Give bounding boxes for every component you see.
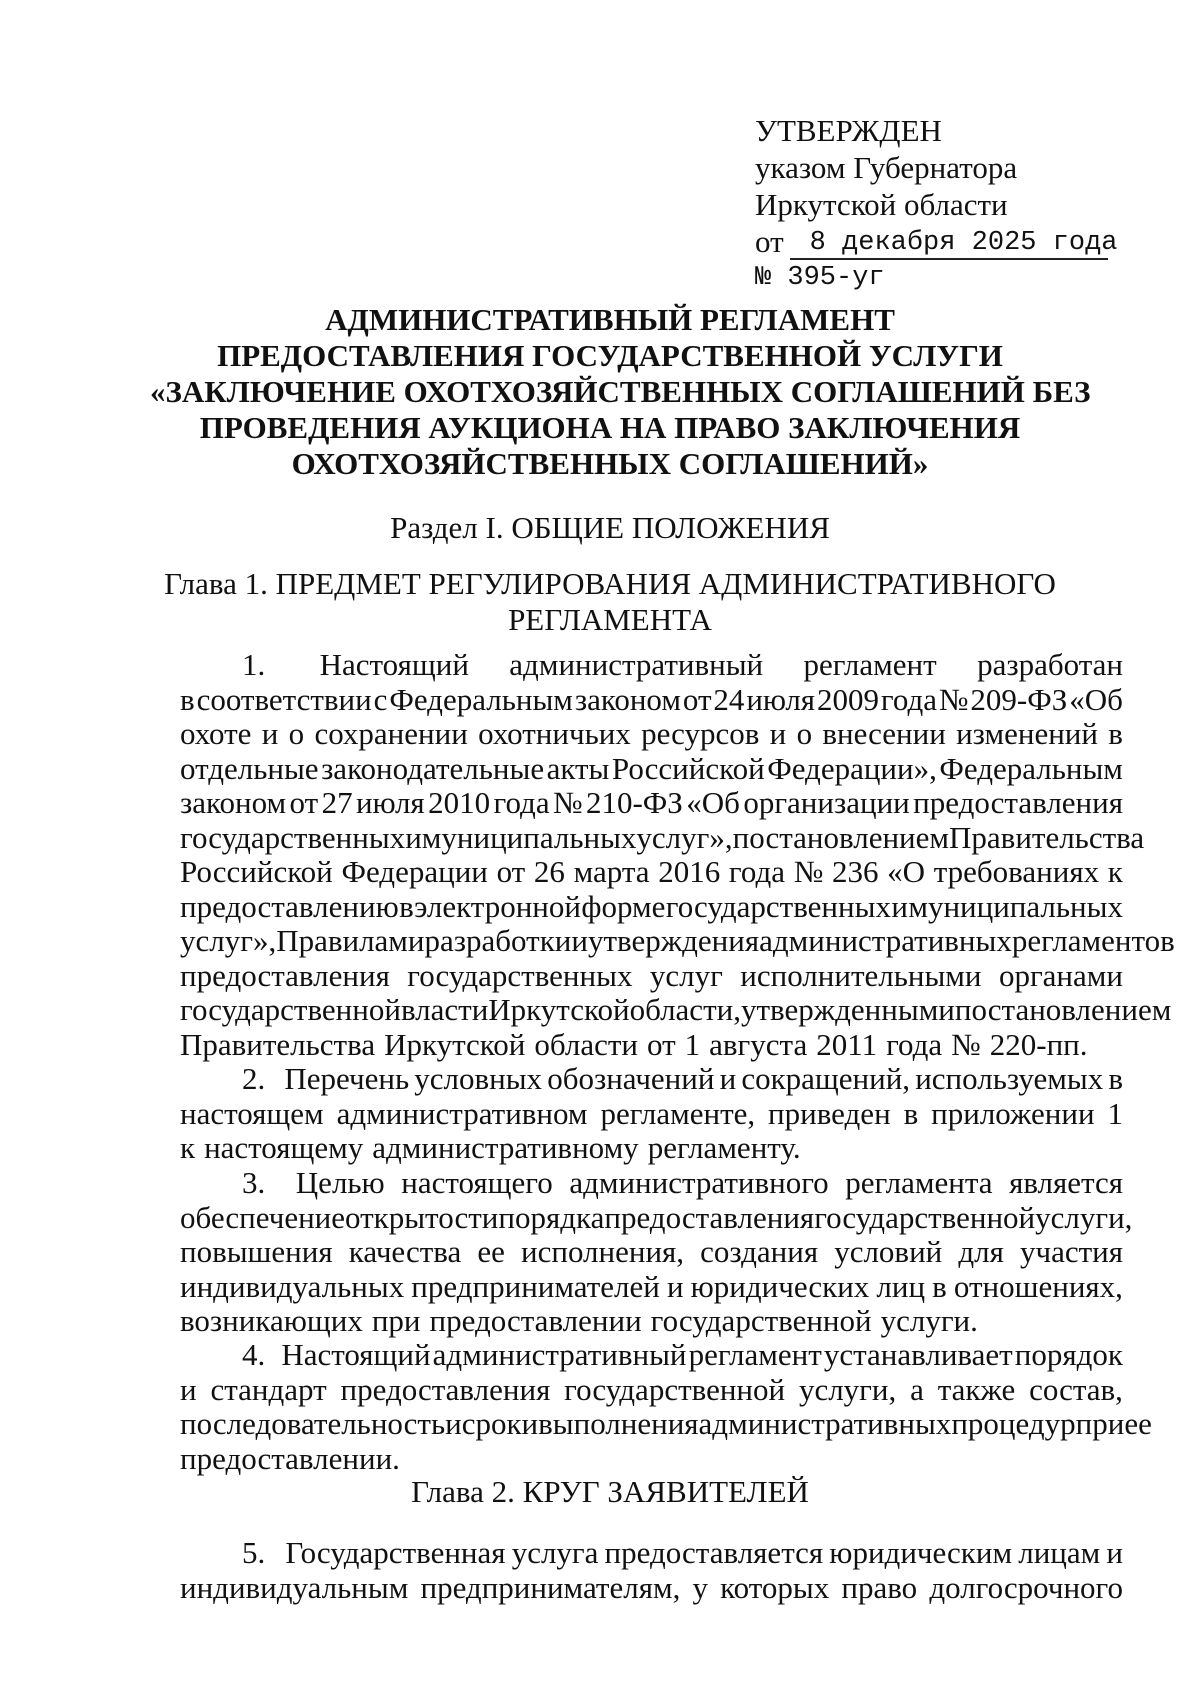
word: Иркутской bbox=[384, 1026, 526, 1062]
word: в bbox=[1108, 716, 1123, 751]
word: право bbox=[841, 1569, 918, 1605]
word: Настоящий bbox=[319, 647, 469, 682]
word: «О bbox=[887, 854, 926, 889]
word: к bbox=[180, 1130, 196, 1165]
word: и bbox=[769, 716, 787, 751]
word: разработки bbox=[424, 923, 572, 958]
word: которых bbox=[720, 1569, 830, 1605]
word: долгосрочного bbox=[929, 1569, 1123, 1605]
word: акты bbox=[546, 750, 610, 786]
word: участия bbox=[1019, 1234, 1123, 1269]
title-line: «ЗАКЛЮЧЕНИЕ ОХОТХОЗЯЙСТВЕННЫХ СОГЛАШЕНИЙ БЕЗ bbox=[150, 374, 1091, 409]
paragraph-line bbox=[180, 1406, 1152, 1442]
word: административный bbox=[432, 1337, 687, 1372]
word: года bbox=[493, 785, 550, 820]
word: приложении bbox=[931, 1095, 1095, 1131]
word: Правительства bbox=[180, 1026, 376, 1062]
word: юридическим bbox=[829, 1535, 1013, 1570]
word: государственных bbox=[180, 819, 406, 855]
word: области, bbox=[629, 992, 741, 1027]
word: устанавливает bbox=[823, 1337, 1013, 1372]
word: форме bbox=[581, 888, 666, 924]
word: юридических bbox=[690, 1268, 870, 1304]
paragraph-line bbox=[180, 1199, 1133, 1236]
word: предоставления bbox=[340, 1371, 551, 1407]
word: Федеральным bbox=[939, 750, 1123, 786]
word: приведен bbox=[768, 1095, 891, 1131]
word: от bbox=[647, 1026, 676, 1062]
word: предпринимателей bbox=[411, 1268, 660, 1304]
word: предоставляется bbox=[604, 1535, 824, 1570]
paragraph-line bbox=[180, 1571, 1123, 1606]
paragraph-line bbox=[180, 890, 1123, 925]
word: административному bbox=[372, 1130, 639, 1165]
word: является bbox=[1009, 1165, 1123, 1200]
word: года bbox=[880, 681, 937, 717]
word: постановлением bbox=[954, 992, 1172, 1027]
word: при bbox=[371, 1303, 421, 1338]
paragraph-line bbox=[180, 819, 1145, 856]
word: предоставлении bbox=[429, 1303, 642, 1338]
word: государственной bbox=[650, 1303, 872, 1338]
chapter-2-title: Глава 2. КРУГ ЗАЯВИТЕЛЕЙ bbox=[411, 1474, 809, 1509]
word: охотничьих bbox=[478, 716, 631, 751]
chapter-2-heading bbox=[150, 1474, 1070, 1510]
word: качества bbox=[348, 1234, 462, 1269]
word: ресурсов bbox=[641, 716, 760, 751]
word: от bbox=[496, 854, 526, 889]
word: регламентов bbox=[1011, 923, 1175, 958]
word: предоставлению bbox=[180, 888, 399, 924]
word: Целью bbox=[295, 1165, 385, 1200]
word: года bbox=[886, 1026, 943, 1062]
word: № bbox=[553, 785, 583, 820]
word: индивидуальных bbox=[180, 1268, 405, 1304]
word: Иркутской bbox=[488, 992, 630, 1027]
word: состав, bbox=[1029, 1371, 1123, 1407]
word: услуги, bbox=[1035, 1199, 1133, 1235]
word: в bbox=[932, 1268, 947, 1304]
word: сохранении bbox=[314, 716, 468, 751]
word: условных bbox=[414, 1061, 543, 1096]
word: от bbox=[289, 785, 319, 820]
word: услуг bbox=[649, 957, 723, 993]
section-title: Раздел I. ОБЩИЕ ПОЛОЖЕНИЯ bbox=[390, 510, 830, 545]
word: повышения bbox=[180, 1234, 333, 1269]
word: о bbox=[796, 716, 813, 751]
word: и bbox=[719, 1061, 737, 1096]
word: регламенту. bbox=[647, 1130, 801, 1165]
word: предоставления bbox=[604, 1199, 815, 1235]
word: 2009 bbox=[816, 681, 879, 717]
word: отдельные bbox=[180, 750, 319, 786]
word: последовательность bbox=[180, 1406, 446, 1441]
approval-date: 8 декабря 2025 года bbox=[790, 228, 1108, 260]
word: услуг», bbox=[636, 819, 733, 855]
paragraph-number: 4. bbox=[242, 1337, 266, 1372]
word: предоставления bbox=[913, 785, 1123, 820]
word: Перечень bbox=[284, 1061, 410, 1096]
word: обеспечение bbox=[180, 1199, 346, 1235]
word: услуги. bbox=[880, 1303, 978, 1338]
word: Российской bbox=[180, 854, 333, 889]
word: регламент bbox=[803, 647, 937, 682]
word: возникающих bbox=[180, 1303, 363, 1338]
word: открытости bbox=[345, 1199, 499, 1235]
section-heading bbox=[150, 510, 1070, 546]
word: законом bbox=[180, 785, 287, 820]
paragraph-line bbox=[180, 1166, 1123, 1201]
word: предоставления bbox=[180, 957, 390, 993]
word: постановлением bbox=[732, 819, 950, 855]
paragraph-number: 1. bbox=[242, 647, 266, 682]
word: и bbox=[405, 819, 422, 855]
word: муниципальных bbox=[421, 819, 637, 855]
word: изменений bbox=[956, 716, 1098, 751]
word: № bbox=[938, 681, 969, 717]
word: государственных bbox=[407, 957, 633, 993]
paragraph-line bbox=[180, 959, 1123, 994]
paragraph-line bbox=[180, 1373, 1123, 1408]
word: обозначений bbox=[547, 1061, 715, 1096]
word: «Об bbox=[686, 785, 740, 820]
word: сроки bbox=[461, 1406, 539, 1441]
chapter-1-line: Глава 1. ПРЕДМЕТ РЕГУЛИРОВАНИЯ АДМИНИСТРАТИВНОГО bbox=[164, 566, 1056, 601]
word: ее bbox=[1124, 1406, 1152, 1441]
paragraph-line bbox=[180, 752, 1123, 787]
word: и bbox=[445, 1406, 462, 1441]
word: июля bbox=[746, 681, 816, 717]
word: и bbox=[180, 1371, 197, 1407]
word: настоящего bbox=[401, 1165, 553, 1200]
word: утвержденными bbox=[740, 992, 955, 1027]
word: также bbox=[937, 1371, 1016, 1407]
word: создания bbox=[700, 1234, 819, 1269]
paragraph-3 bbox=[180, 1165, 1133, 1339]
word: Федерации bbox=[341, 854, 488, 889]
chapter-1-heading bbox=[150, 566, 1070, 638]
word: регламента bbox=[845, 1165, 993, 1200]
title-line: ПРЕДОСТАВЛЕНИЯ ГОСУДАРСТВЕННОЙ УСЛУГИ bbox=[217, 338, 1003, 373]
word: предпринимателям, bbox=[420, 1569, 681, 1605]
word: Правительства bbox=[949, 819, 1145, 855]
word: настоящему bbox=[204, 1130, 364, 1165]
word: предоставлении. bbox=[180, 1440, 400, 1476]
word: организации bbox=[743, 785, 910, 820]
word: 236 bbox=[831, 854, 879, 889]
paragraph-line bbox=[180, 855, 1123, 890]
word: индивидуальным bbox=[180, 1569, 409, 1605]
word: Федерации», bbox=[767, 750, 937, 786]
word: для bbox=[958, 1234, 1004, 1269]
word: соответствии bbox=[196, 681, 372, 717]
word: 2011 bbox=[816, 1026, 878, 1062]
word: 220-пп. bbox=[989, 1026, 1088, 1062]
paragraph-4 bbox=[180, 1337, 1152, 1476]
word: с bbox=[373, 681, 388, 717]
word: 1 bbox=[1107, 1095, 1123, 1131]
word: административном bbox=[336, 1095, 588, 1131]
word: 209-ФЗ bbox=[970, 681, 1068, 717]
paragraph-number: 5. bbox=[242, 1535, 266, 1570]
paragraph-2 bbox=[180, 1062, 1123, 1166]
word: настоящем bbox=[180, 1095, 324, 1131]
word: выполнения bbox=[538, 1406, 699, 1441]
date-prefix: от bbox=[755, 224, 784, 259]
paragraph-line bbox=[180, 1028, 1123, 1063]
word: используемых bbox=[915, 1061, 1104, 1096]
word: Правилами bbox=[276, 923, 425, 958]
word: услуга bbox=[511, 1535, 599, 1570]
paragraph-line bbox=[180, 717, 1123, 752]
paragraph-line bbox=[180, 1270, 1123, 1305]
word: и bbox=[891, 888, 908, 924]
approval-line-1: УТВЕРЖДЕН bbox=[755, 113, 942, 148]
word: года bbox=[728, 854, 785, 889]
word: порядок bbox=[1014, 1337, 1123, 1372]
paragraph-line bbox=[180, 992, 1172, 1028]
word: административного bbox=[569, 1165, 829, 1200]
paragraph-number: 2. bbox=[242, 1061, 266, 1096]
word: разработан bbox=[977, 647, 1123, 682]
word: внесении bbox=[822, 716, 946, 751]
word: сокращений, bbox=[741, 1061, 911, 1096]
word: утверждения bbox=[587, 923, 760, 958]
word: 24 bbox=[713, 681, 745, 717]
word: и bbox=[1106, 1535, 1123, 1570]
paragraph-line bbox=[180, 1131, 1123, 1166]
word: административных bbox=[759, 923, 1012, 958]
word: в bbox=[903, 1095, 919, 1131]
word: охоте bbox=[180, 716, 252, 751]
word: законом bbox=[574, 681, 681, 717]
word: услуг», bbox=[180, 923, 277, 958]
word: а bbox=[910, 1371, 924, 1407]
word: регламенте, bbox=[600, 1095, 756, 1131]
title-line: АДМИНИСТРАТИВНЫЙ РЕГЛАМЕНТ bbox=[325, 302, 895, 337]
word: к bbox=[1107, 854, 1123, 889]
paragraph-line bbox=[180, 648, 1123, 683]
paragraph-1 bbox=[180, 647, 1175, 1062]
approval-stamp bbox=[755, 112, 1118, 297]
paragraph-5 bbox=[180, 1536, 1123, 1605]
approval-line-3: Иркутской области bbox=[755, 187, 1008, 222]
word: у bbox=[692, 1569, 708, 1605]
word: в bbox=[180, 681, 195, 717]
word: № bbox=[951, 1026, 981, 1062]
paragraph-line bbox=[180, 786, 1123, 821]
word: № bbox=[793, 854, 824, 889]
word: в bbox=[1108, 1061, 1123, 1096]
word: требованиях bbox=[933, 854, 1100, 889]
word: исполнительными bbox=[740, 957, 982, 993]
word: муниципальных bbox=[908, 888, 1123, 924]
word: 26 bbox=[533, 854, 565, 889]
chapter-1-line: РЕГЛАМЕНТА bbox=[508, 602, 712, 637]
word: электронной bbox=[414, 888, 581, 924]
word: услуги, bbox=[798, 1371, 897, 1407]
word: регламент bbox=[688, 1337, 822, 1372]
paragraph-line bbox=[180, 1442, 1123, 1477]
word: области bbox=[534, 1026, 639, 1062]
word: отношениях, bbox=[953, 1268, 1123, 1304]
approval-line-2: указом Губернатора bbox=[755, 150, 1018, 185]
word: государственной bbox=[814, 1199, 1036, 1235]
word: и bbox=[571, 923, 588, 958]
paragraph-line bbox=[180, 1304, 1123, 1339]
word: при bbox=[1075, 1406, 1125, 1441]
word: лицам bbox=[1018, 1535, 1101, 1570]
word: ее bbox=[477, 1234, 505, 1269]
paragraph-line bbox=[180, 683, 1123, 718]
paragraph-line bbox=[180, 1338, 1123, 1373]
word: и bbox=[261, 716, 279, 751]
title-line: ОХОТХОЗЯЙСТВЕННЫХ СОГЛАШЕНИЙ» bbox=[291, 446, 929, 481]
word: исполнения, bbox=[521, 1234, 685, 1269]
word: власти bbox=[400, 992, 489, 1027]
word: условий bbox=[834, 1234, 943, 1269]
word: стандарт bbox=[210, 1371, 327, 1407]
word: июля bbox=[355, 785, 425, 820]
word: 27 bbox=[321, 785, 353, 820]
word: Федеральным bbox=[389, 681, 573, 717]
approval-number: № 395-уг bbox=[755, 263, 885, 293]
word: 2010 bbox=[428, 785, 491, 820]
word: и bbox=[666, 1268, 684, 1304]
word: административных bbox=[698, 1406, 952, 1441]
word: Государственная bbox=[285, 1535, 506, 1570]
word: августа bbox=[709, 1026, 808, 1062]
word: государственных bbox=[665, 888, 891, 924]
word: порядка bbox=[498, 1199, 605, 1235]
word: законодательные bbox=[321, 750, 545, 786]
approval-date-line bbox=[755, 223, 1118, 260]
word: о bbox=[288, 716, 305, 751]
paragraph-line bbox=[180, 923, 1175, 959]
word: лиц bbox=[876, 1268, 926, 1304]
paragraph-line bbox=[180, 1097, 1123, 1132]
word: государственной bbox=[180, 992, 401, 1027]
title-line: ПРОВЕДЕНИЯ АУКЦИОНА НА ПРАВО ЗАКЛЮЧЕНИЯ bbox=[199, 410, 1021, 445]
word: 1 bbox=[684, 1026, 701, 1062]
word: Настоящий bbox=[281, 1337, 431, 1372]
word: 2016 bbox=[658, 854, 721, 889]
paragraph-number: 3. bbox=[242, 1165, 266, 1200]
word: в bbox=[399, 888, 414, 924]
word: марта bbox=[573, 854, 650, 889]
word: процедур bbox=[951, 1406, 1076, 1441]
word: государственной bbox=[564, 1371, 786, 1407]
word: административный bbox=[509, 647, 764, 682]
word: 210-ФЗ bbox=[585, 785, 683, 820]
document-title bbox=[150, 302, 1091, 482]
word: от bbox=[682, 681, 712, 717]
paragraph-line bbox=[180, 1536, 1123, 1571]
paragraph-line bbox=[180, 1062, 1123, 1097]
word: Российской bbox=[611, 750, 765, 786]
word: «Об bbox=[1069, 681, 1123, 717]
word: органами bbox=[998, 957, 1123, 993]
paragraph-line bbox=[180, 1235, 1123, 1270]
